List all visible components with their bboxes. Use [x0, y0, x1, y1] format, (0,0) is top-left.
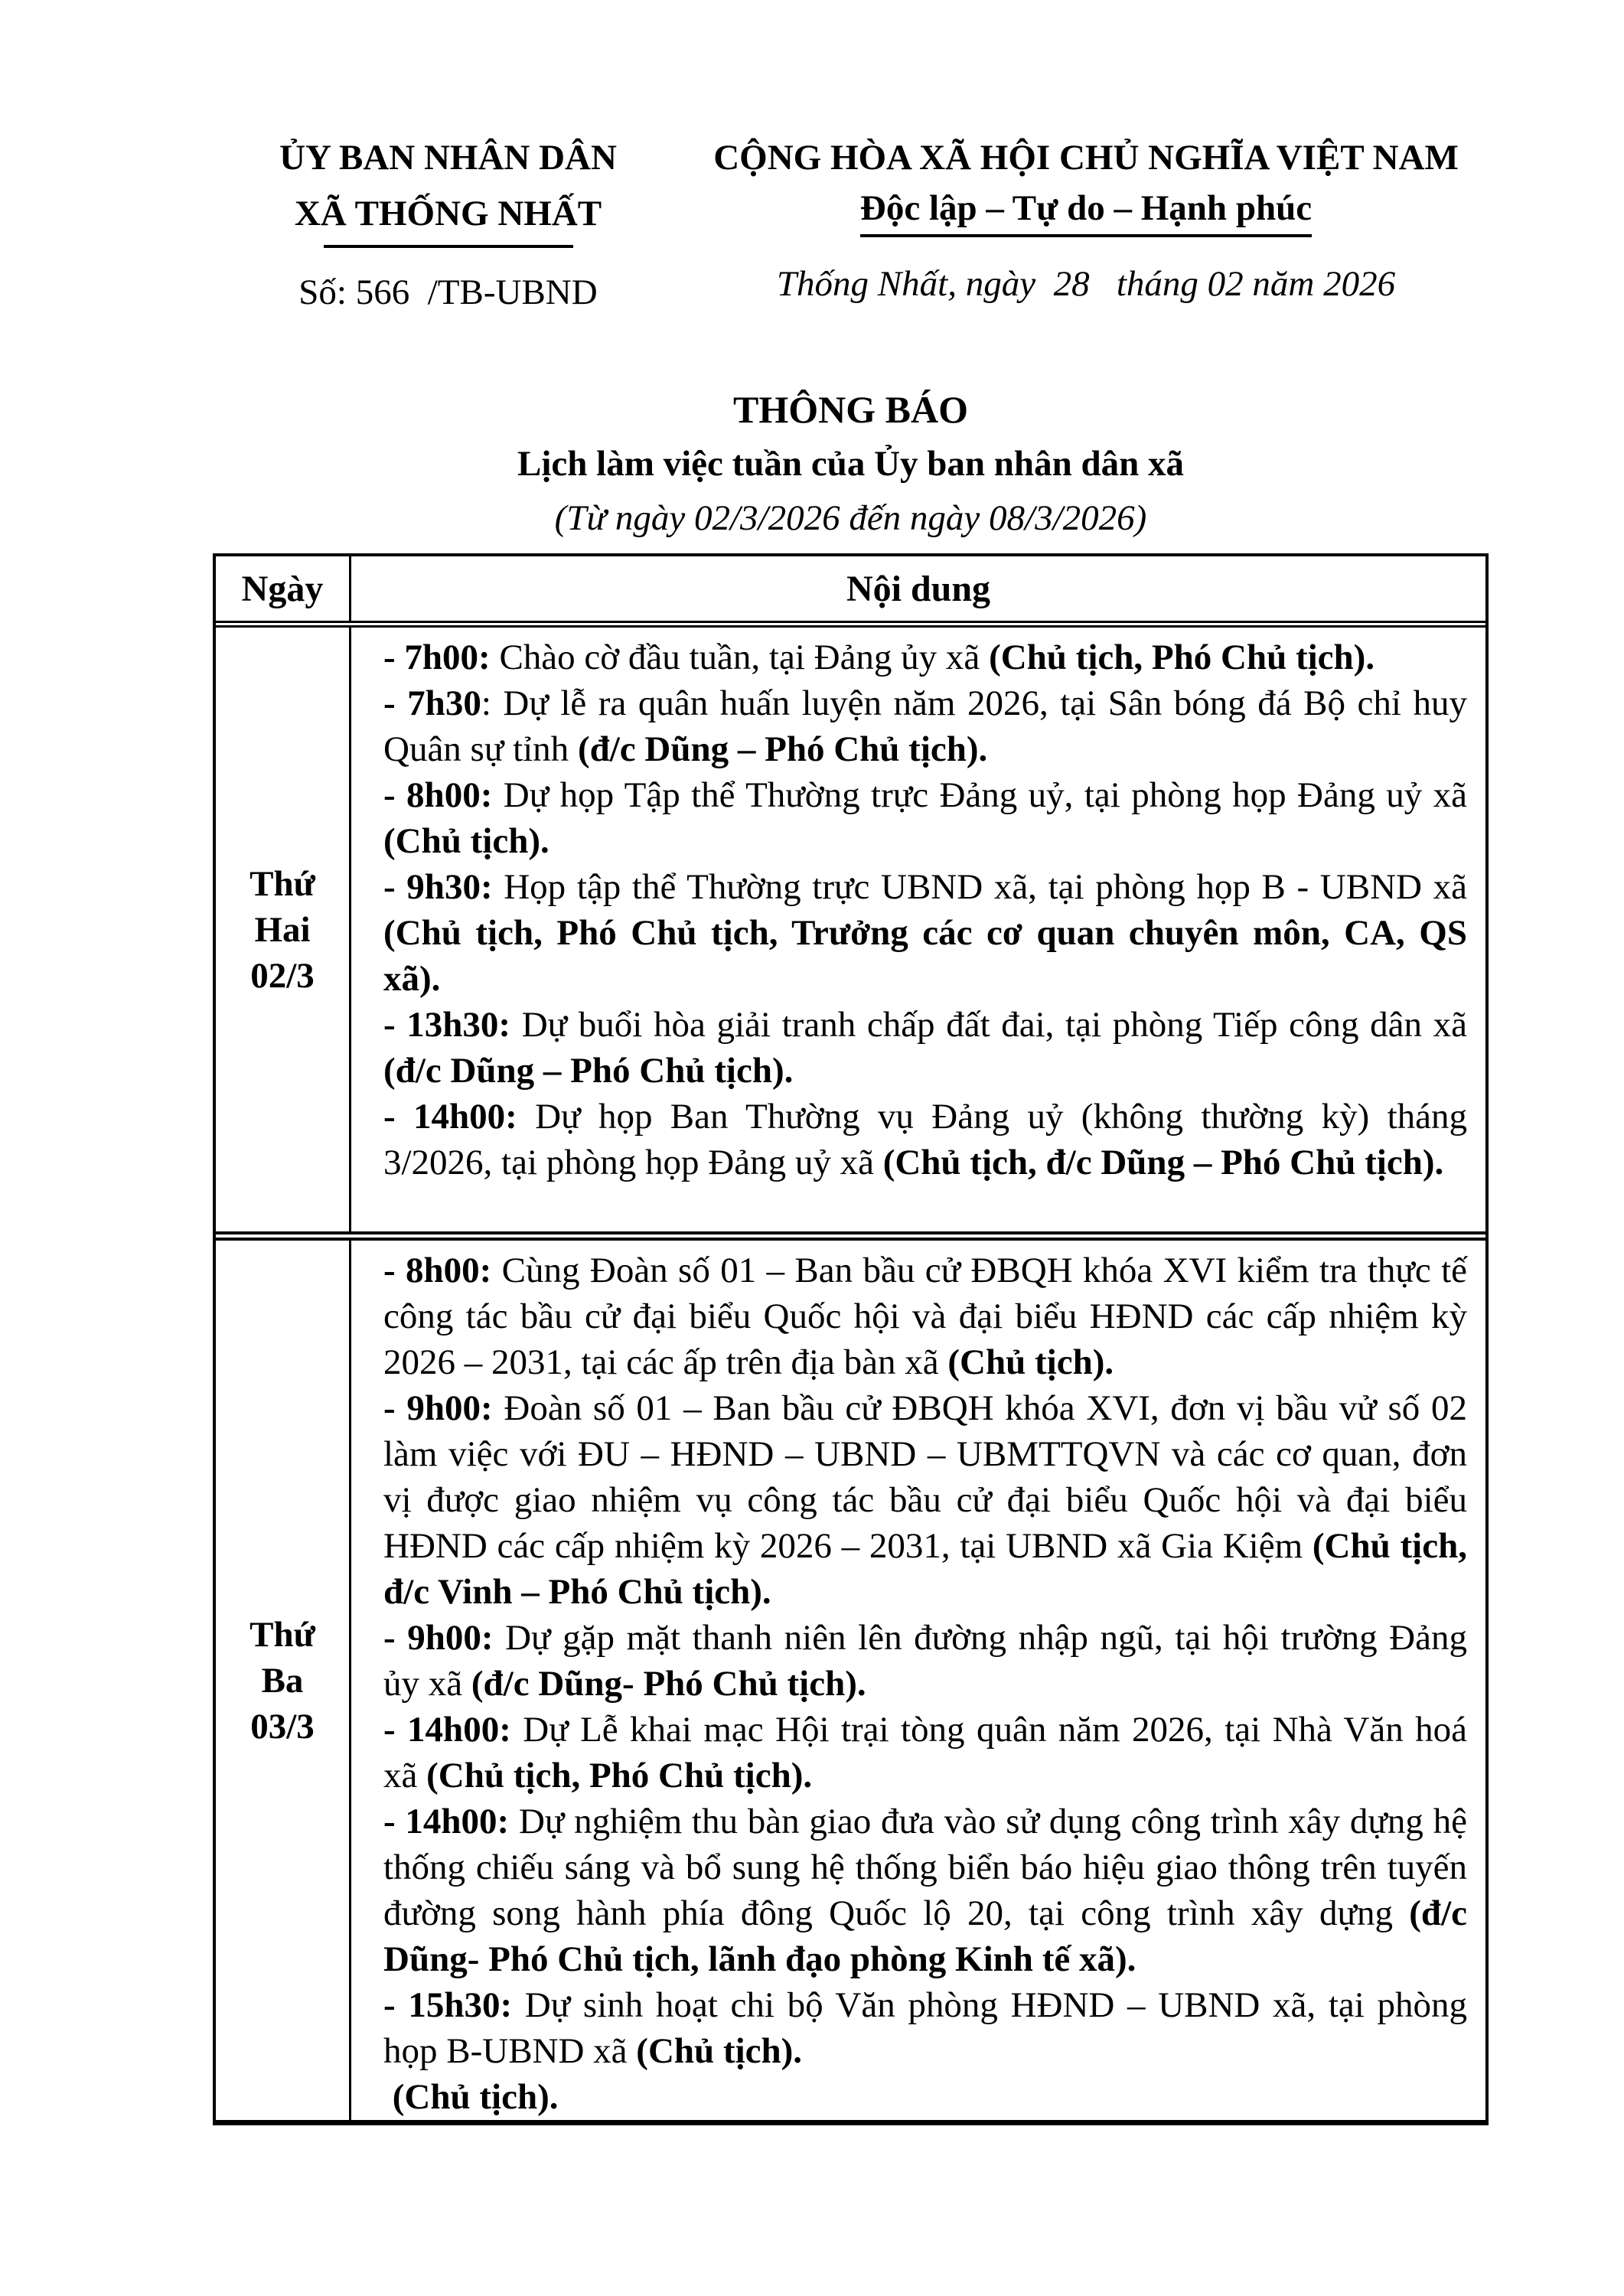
- day-label-line: Thứ: [249, 1614, 315, 1655]
- schedule-item: - 9h00: Đoàn số 01 – Ban bầu cử ĐBQH khóa XVI, đơn vị bầu vử số 02 làm việc với ĐU – HĐND – UBND – UBMTTQVN và các cơ quan, đơn vị được giao nhiệm vụ công tác bầu cử đại biểu Quốc hội và đại biểu HĐND các cấp nhiệm kỳ 2026 – 2031, tại UBND xã Gia Kiệm (Chủ tịch, đ/c Vinh – Phó Chủ tịch).: [383, 1388, 1467, 1612]
- doc-title: THÔNG BÁO: [733, 388, 968, 431]
- org-underline: [324, 245, 573, 248]
- place-date: Thống Nhất, ngày 28 tháng 02 năm 2026: [776, 264, 1396, 304]
- schedule-item: - 9h00: Dự gặp mặt thanh niên lên đường nhập ngũ, tại hội trường Đảng ủy xã (đ/c Dũng- Phó Chủ tịch).: [383, 1618, 1467, 1704]
- doc-number: Số: 566 /TB-UBND: [298, 272, 598, 312]
- content-cell: [351, 628, 1485, 1231]
- schedule-item: - 14h00: Dự nghiệm thu bàn giao đưa vào sử dụng công trình xây dựng hệ thống chiếu sáng và bổ sung hệ thống biển báo hiệu giao thông trên tuyến đường song hành phía đông Quốc lộ 20, tại công trình xây dựng (đ/c Dũng- Phó Chủ tịch, lãnh đạo phòng Kinh tế xã).: [383, 1802, 1467, 1979]
- doc-date-range: (Từ ngày 02/3/2026 đến ngày 08/3/2026): [554, 498, 1147, 538]
- table-row: [216, 1241, 1485, 2120]
- org-name-line2: XÃ THỐNG NHẤT: [294, 194, 602, 233]
- schedule-item: - 8h00: Dự họp Tập thể Thường trực Đảng uỷ, tại phòng họp Đảng uỷ xã (Chủ tịch).: [383, 775, 1467, 861]
- schedule-item: - 14h00: Dự Lễ khai mạc Hội trại tòng quân năm 2026, tại Nhà Văn hoá xã (Chủ tịch, Phó Chủ tịch).: [383, 1710, 1467, 1795]
- day-cell: [216, 628, 351, 1231]
- schedule-item: - 7h00: Chào cờ đầu tuần, tại Đảng ủy xã (Chủ tịch, Phó Chủ tịch).: [383, 638, 1375, 677]
- schedule-item: - 15h30: Dự sinh hoạt chi bộ Văn phòng HĐND – UBND xã, tại phòng họp B-UBND xã (Chủ tịch).: [383, 1985, 1467, 2071]
- day-label-line: 03/3: [250, 1706, 315, 1746]
- national-motto-line2: Độc lập – Tự do – Hạnh phúc: [860, 186, 1312, 237]
- letterhead: [213, 130, 1489, 321]
- national-block: [683, 130, 1489, 321]
- national-motto-line1: CỘNG HÒA XÃ HỘI CHỦ NGHĨA VIỆT NAM: [713, 138, 1459, 178]
- schedule-item: - 9h30: Họp tập thể Thường trực UBND xã, tại phòng họp B - UBND xã (Chủ tịch, Phó Chủ tịch, Trưởng các cơ quan chuyên môn, CA, QS xã).: [383, 867, 1467, 999]
- day-cell: [216, 1241, 351, 2120]
- table-row: [216, 628, 1485, 1241]
- schedule-item: (Chủ tịch).: [392, 2077, 559, 2117]
- schedule-table: [213, 553, 1489, 2125]
- col-header-day: Ngày: [216, 556, 351, 621]
- schedule-table-body: [216, 628, 1485, 2120]
- schedule-item: - 7h30: Dự lễ ra quân huấn luyện năm 2026, tại Sân bóng đá Bộ chỉ huy Quân sự tỉnh (đ/c Dũng – Phó Chủ tịch).: [383, 683, 1467, 769]
- national-motto-line2-wrap: [683, 186, 1489, 244]
- org-block: [213, 130, 683, 321]
- doc-subtitle: Lịch làm việc tuần của Ủy ban nhân dân xã: [517, 444, 1184, 484]
- day-label-line: Hai: [254, 909, 311, 950]
- title-block: [213, 382, 1489, 546]
- org-name-line1: ỦY BAN NHÂN DÂN: [279, 138, 617, 178]
- day-label-line: 02/3: [250, 955, 315, 996]
- schedule-item: - 14h00: Dự họp Ban Thường vụ Đảng uỷ (không thường kỳ) tháng 3/2026, tại phòng họp Đảng uỷ xã (Chủ tịch, đ/c Dũng – Phó Chủ tịch).: [383, 1097, 1467, 1182]
- day-label-line: Thứ: [249, 863, 315, 904]
- col-header-content: Nội dung: [846, 568, 991, 609]
- schedule-item: - 8h00: Cùng Đoàn số 01 – Ban bầu cử ĐBQH khóa XVI kiểm tra thực tế công tác bầu cử đại biểu Quốc hội và đại biểu HĐND các cấp nhiệm kỳ 2026 – 2031, tại các ấp trên địa bàn xã (Chủ tịch).: [383, 1251, 1467, 1382]
- day-label-line: Ba: [261, 1660, 304, 1701]
- content-cell: [351, 1241, 1485, 2120]
- schedule-item: - 13h30: Dự buổi hòa giải tranh chấp đất đai, tại phòng Tiếp công dân xã (đ/c Dũng – Phó Chủ tịch).: [383, 1005, 1467, 1091]
- table-header-row: [216, 556, 1485, 628]
